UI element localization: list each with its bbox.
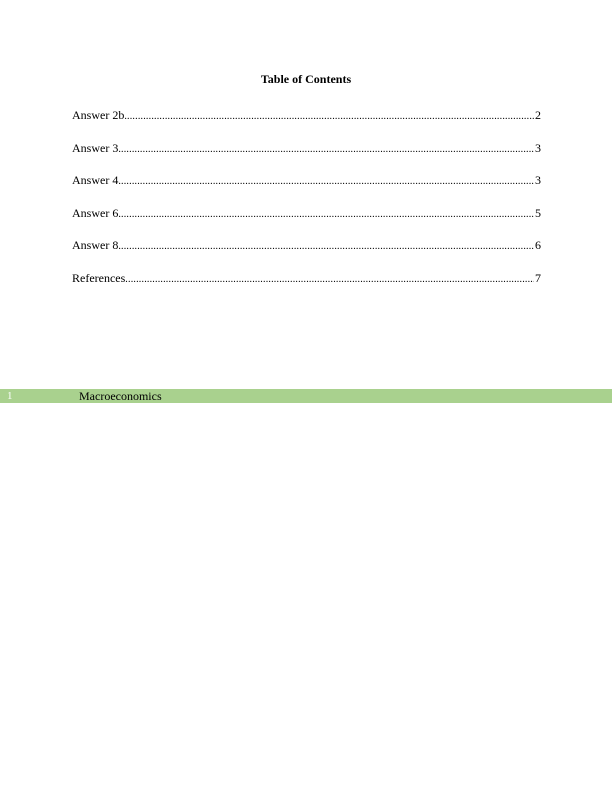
toc-entry-answer-6[interactable] [72, 205, 541, 221]
toc-entry-page: 7 [535, 270, 541, 285]
footer-page-number: 1 [7, 390, 13, 402]
toc-entry-label: Answer 6 [72, 205, 119, 220]
toc-entry-label: Answer 2b [72, 108, 125, 122]
toc-list [72, 107, 541, 303]
toc-dot-leader [118, 207, 534, 221]
toc-entry-page: 6 [535, 238, 541, 253]
toc-dot-leader [118, 174, 534, 188]
toc-entry-page: 3 [535, 140, 541, 155]
toc-entry-page: 5 [535, 205, 541, 220]
toc-dot-leader [118, 142, 534, 156]
toc-entry-page: 3 [535, 173, 541, 188]
footer-document-title: Macroeconomics [79, 389, 162, 403]
footer-band [0, 389, 612, 403]
toc-entry-label: Answer 4 [72, 173, 119, 188]
toc-dot-leader [124, 109, 534, 123]
toc-entry-answer-4[interactable] [72, 172, 541, 188]
toc-dot-leader [125, 272, 534, 286]
toc-dot-leader [118, 239, 534, 253]
toc-entry-answer-3[interactable] [72, 140, 541, 156]
toc-entry-references[interactable] [72, 270, 541, 286]
toc-entry-answer-2b[interactable] [72, 107, 541, 123]
toc-title: Table of Contents [260, 72, 352, 86]
toc-entry-label: References [72, 270, 126, 285]
toc-entry-answer-8[interactable] [72, 237, 541, 253]
toc-entry-label: Answer 3 [72, 140, 119, 155]
toc-entry-page: 2 [535, 108, 541, 122]
toc-entry-label: Answer 8 [72, 238, 119, 253]
